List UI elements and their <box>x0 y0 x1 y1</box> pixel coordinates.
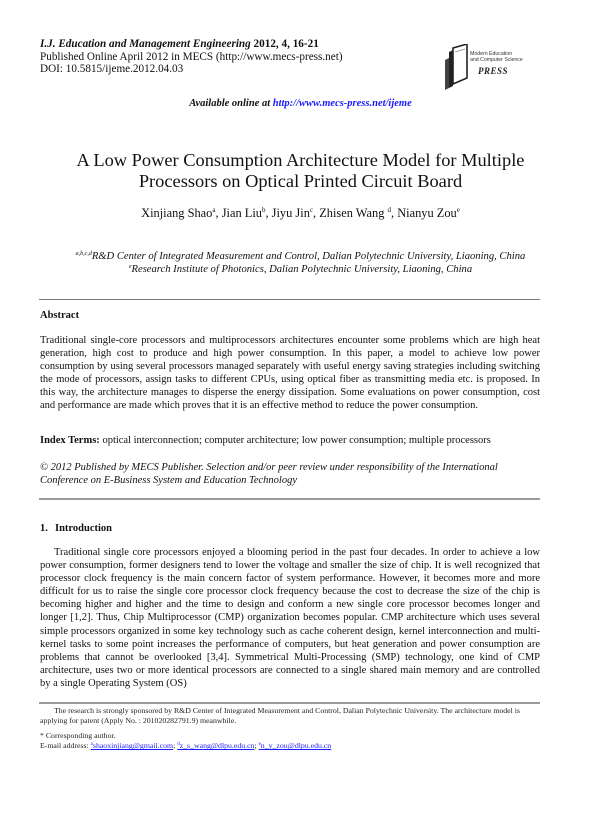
affiliation: $^e$Research Institute of Photonics, Dalian Polytechnic University, Liaoning, China <box>128 263 473 275</box>
section-number: 1. <box>40 523 48 534</box>
abstract-heading: Abstract <box>40 310 80 321</box>
author: Jian Liu$^b$ <box>221 206 266 220</box>
author: Jiyu Jin$^c$ <box>271 206 313 220</box>
author: Zhisen Wang $^d$ <box>319 206 391 220</box>
author: Xinjiang Shao$^a$ <box>141 206 216 220</box>
logo-press: PRESS <box>478 66 509 76</box>
affiliations <box>0 251 601 276</box>
index-terms-label: Index Terms: <box>40 435 100 446</box>
email-link[interactable]: $^e$n_y_zou@dlpu.edu.cn <box>258 741 332 751</box>
abstract-bottom-rule <box>39 498 540 500</box>
section-heading-introduction <box>40 523 112 534</box>
introduction-text: Traditional single core processors enjoyed a blooming period in the past four decades. In order to achieve a low power consumption, former designers tend to lower the voltage and smaller the size of chip. It is well recognized that processor clock frequency is the main concern factor of system performance. However, it becomes more and more difficult for us to raise the single core processor clock frequency because the cost to decrease the size of the chip is becoming higher and higher and the time to design and conform a new single core processor becomes longer and longer [1,2]. Thus, Chip Multiprocessor (CMP) organization becomes popular. CMP architecture which uses several simple processors organized in some key technology such as cache coherent design, kernel interconnection and multi-kernel tasks to some point increases the performance of computers, but heat generation and power consumption are problems that cannot be overlooked [3,4]. Symmetrical Multi-Processing (SMP) technology, one kind of CMP architecture, uses two or more identical processors are connected to a single shared main memory and are controlled by a single Operating System (OS) <box>40 547 540 689</box>
title-line-1: A Low Power Consumption Architecture Model for Multiple <box>76 150 525 170</box>
email-link[interactable]: $^d$z_s_wang@dlpu.edu.cn <box>177 741 255 751</box>
journal-url-link[interactable]: http://www.mecs-press.net/ijeme <box>272 98 412 109</box>
footnote-rule <box>39 702 540 704</box>
title-line-2: Processors on Optical Printed Circuit Board <box>138 171 463 191</box>
index-terms <box>40 435 550 446</box>
index-terms-text: optical interconnection; computer architecture; low power consumption; multiple processors <box>99 435 491 446</box>
corresponding-author: * Corresponding author. <box>40 731 116 740</box>
email-link[interactable]: $^a$shaoxinjiang@gmail.com <box>90 741 174 751</box>
publisher-logo <box>443 44 533 90</box>
paper-title <box>0 150 601 192</box>
journal-name: I.J. Education and Management Engineering <box>40 38 251 50</box>
footnote-corresponding <box>40 731 540 751</box>
journal-citation <box>40 38 343 51</box>
abstract-text: Traditional single-core processors and multiprocessors architectures encounter some problems which are high heat generation, high cost to produce and high power consumption. In this paper, a model to achieve low power consumption by using several processors managed separately with useful energy saving strategies including switching the mode of processors, assign tasks to different CPUs, using optical fiber as transmitting media etc. is proposed. In this way, the architecture manages to disperse the energy dissipation. Some evaluations on power consumption, cost and performance are made which proves that it is an effective method to reduce the power consumption. <box>40 335 540 412</box>
author: Nianyu Zou$^e$ <box>397 206 460 220</box>
journal-volume: 2012, 4, 16-21 <box>250 38 319 50</box>
footnote-sponsor: The research is strongly sponsored by R&D Center of Integrated Measurement and Control, Dalian Polytechnic University. The architecture model is applying for patent (Apply No. : 201020282791.9) meanwhile. <box>40 706 520 726</box>
affiliation: $^{a,b,c,d}$R&D Center of Integrated Measurement and Control, Dalian Polytechnic University, Liaoning, China <box>75 251 526 262</box>
published-line: Published Online April 2012 in MECS (http://www.mecs-press.net) <box>40 50 343 63</box>
copyright-notice: © 2012 Published by MECS Publisher. Selection and/or peer review under responsibility of the International Conference on E-Business System and Education Technology <box>40 462 498 486</box>
abstract-top-rule <box>39 299 540 300</box>
email-line: E-mail address: $^a$shaoxinjiang@gmail.com; $^d$z_s_wang@dlpu.edu.cn; $^e$n_y_zou@dlpu.edu.cn <box>40 741 332 751</box>
logo-text: Modern Education and Computer Science <box>470 51 523 63</box>
available-online <box>0 98 601 109</box>
doi-line: DOI: 10.5815/ijeme.2012.04.03 <box>40 63 184 76</box>
author-list: Xinjiang Shao$^a$, Jian Liu$^b$, Jiyu Jin$^c$, Zhisen Wang $^d$, Nianyu Zou$^e$ <box>141 206 460 220</box>
section-title: Introduction <box>55 523 112 534</box>
journal-header <box>40 38 343 76</box>
book-icon <box>443 44 473 90</box>
available-label: Available online at <box>189 98 273 109</box>
